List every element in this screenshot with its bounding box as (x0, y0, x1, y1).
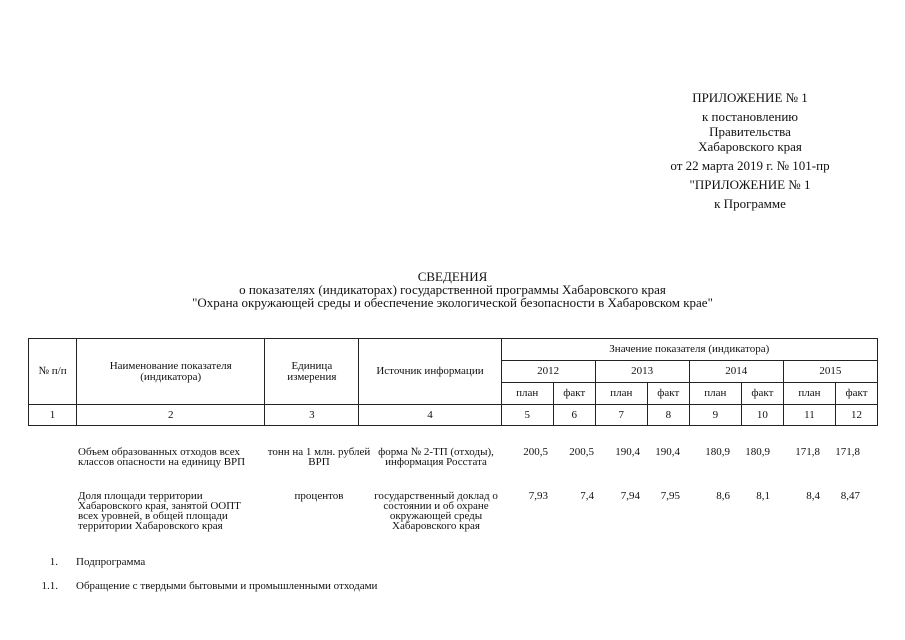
indicator-name: Доля площади территории Хабаровского края, занятой ООПТ всех уровней, в общей площади территории Хабаровского края (78, 490, 241, 532)
appendix-date: от 22 марта 2019 г. № 101-пр (670, 158, 830, 173)
header-plan: план (689, 383, 741, 405)
header-plan: план (783, 383, 835, 405)
value-cell: 200,5 (569, 446, 594, 458)
value-cell: 200,5 (523, 446, 548, 458)
header-year: 2013 (595, 361, 689, 383)
appendix-line: Правительства (709, 124, 791, 139)
column-number: 3 (265, 405, 359, 426)
value-cell: 7,95 (660, 490, 680, 502)
section-number: 1. (49, 556, 58, 568)
appendix-line: "ПРИЛОЖЕНИЕ № 1 (689, 177, 811, 192)
section-number: 1.1. (41, 580, 58, 592)
header-year: 2015 (783, 361, 877, 383)
value-cell: 8,4 (806, 490, 820, 502)
document-title: СВЕДЕНИЯ (417, 269, 488, 284)
header-fact: факт (553, 383, 595, 405)
header-plan: план (595, 383, 647, 405)
column-number: 11 (783, 405, 835, 426)
section-title: Обращение с твердыми бытовыми и промышленными отходами (76, 580, 378, 592)
document-heading (0, 270, 905, 309)
header-year: 2014 (689, 361, 783, 383)
indicator-source: государственный доклад о состоянии и об охране окружающей среды Хабаровского края (374, 490, 498, 532)
value-cell: 180,9 (705, 446, 730, 458)
document-subtitle: "Охрана окружающей среды и обеспечение экологической безопасности в Хабаровском крае" (192, 295, 713, 310)
header-fact: факт (741, 383, 783, 405)
column-number: 1 (29, 405, 77, 426)
indicator-source: форма № 2-ТП (отходы), информация Росстата (378, 446, 494, 468)
header-fact: факт (647, 383, 689, 405)
section-title: Подпрограмма (76, 556, 146, 568)
value-cell: 8,47 (840, 490, 860, 502)
column-number: 6 (553, 405, 595, 426)
value-cell: 7,93 (528, 490, 548, 502)
column-number: 10 (741, 405, 783, 426)
header-plan: план (501, 383, 553, 405)
header-fact: факт (836, 383, 878, 405)
header-source: Источник информации (359, 339, 501, 405)
indicator-name: Объем образованных отходов всех классов опасности на единицу ВРП (78, 446, 246, 468)
column-number: 12 (836, 405, 878, 426)
column-number: 8 (647, 405, 689, 426)
value-cell: 190,4 (655, 446, 680, 458)
value-cell: 8,1 (756, 490, 770, 502)
header-year: 2012 (501, 361, 595, 383)
value-cell: 180,9 (745, 446, 770, 458)
header-unit: Единица измерения (265, 339, 359, 405)
column-number: 5 (501, 405, 553, 426)
header-num: № п/п (29, 339, 77, 405)
value-cell: 7,4 (580, 490, 594, 502)
indicators-table (28, 338, 878, 426)
appendix-title: ПРИЛОЖЕНИЕ № 1 (692, 90, 808, 105)
appendix-line: Хабаровского края (698, 139, 802, 154)
value-cell: 8,6 (716, 490, 730, 502)
column-number: 9 (689, 405, 741, 426)
header-values: Значение показателя (индикатора) (501, 339, 877, 361)
column-number: 7 (595, 405, 647, 426)
column-number: 2 (77, 405, 265, 426)
indicator-unit: процентов (294, 490, 344, 502)
document-subtitle: о показателях (индикаторах) государственной программы Хабаровского края (239, 282, 666, 297)
value-cell: 190,4 (615, 446, 640, 458)
column-number: 4 (359, 405, 501, 426)
value-cell: 171,8 (795, 446, 820, 458)
value-cell: 7,94 (620, 490, 640, 502)
appendix-line: к постановлению (701, 109, 799, 124)
header-name: Наименование показателя (индикатора) (77, 339, 265, 405)
appendix-line: к Программе (714, 196, 786, 211)
appendix-block (640, 90, 860, 211)
indicator-unit: тонн на 1 млн. рублей ВРП (267, 446, 371, 468)
value-cell: 171,8 (835, 446, 860, 458)
